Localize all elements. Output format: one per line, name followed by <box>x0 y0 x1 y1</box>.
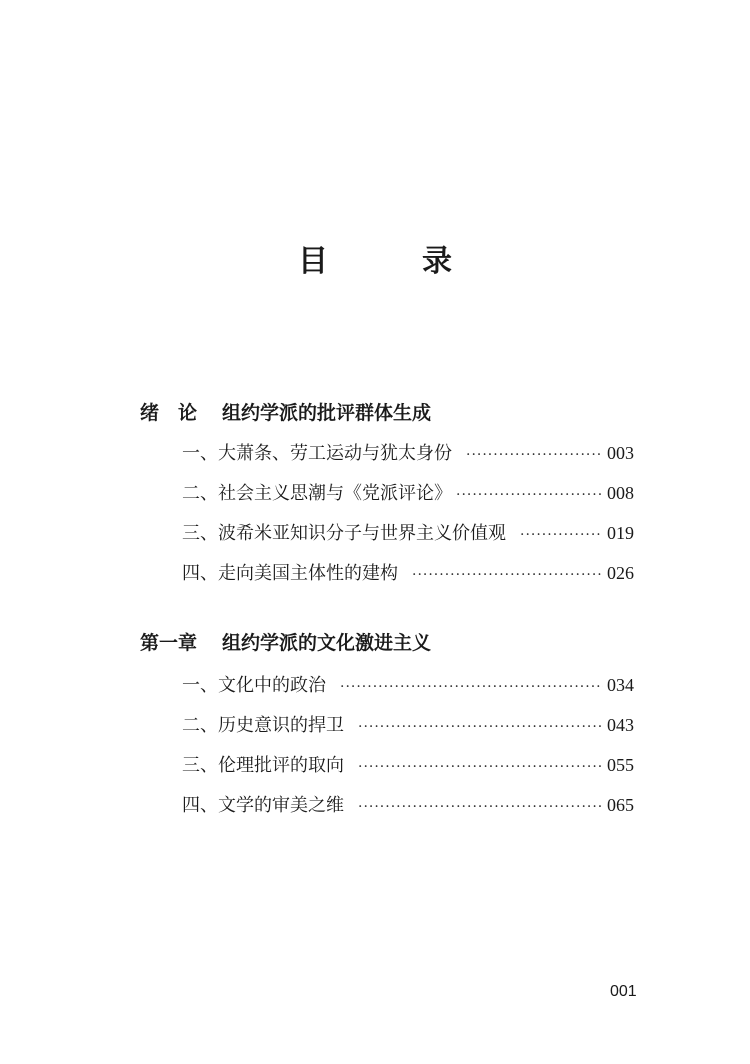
section-number: 绪论 <box>140 402 217 424</box>
toc-entry-page: 043 <box>607 715 634 735</box>
section-heading-intro <box>140 400 431 426</box>
page-title: 目 录 <box>298 244 484 279</box>
toc-entry-label: 三、波希米亚知识分子与世界主义价值观 <box>182 523 506 544</box>
dot-leader <box>520 522 603 548</box>
toc-entry[interactable] <box>182 672 634 698</box>
section-heading-chapter-1 <box>140 630 431 656</box>
toc-entry[interactable] <box>182 440 634 466</box>
page-number: 001 <box>610 983 637 1000</box>
toc-entry-page: 019 <box>607 523 634 543</box>
toc-entry-page: 034 <box>607 675 634 695</box>
toc-entry-label: 三、伦理批评的取向 <box>182 755 344 776</box>
toc-entry[interactable] <box>182 480 634 506</box>
dot-leader <box>466 442 603 468</box>
toc-entry[interactable] <box>182 752 634 778</box>
toc-entry-label: 一、文化中的政治 <box>182 675 326 696</box>
toc-entry-page: 003 <box>607 443 634 463</box>
toc-entry-label: 四、走向美国主体性的建构 <box>182 563 398 584</box>
toc-entry-page: 055 <box>607 755 634 775</box>
dot-leader <box>358 794 603 820</box>
section-number: 第一章 <box>140 632 198 654</box>
section-title: 组约学派的文化激进主义 <box>222 632 432 654</box>
dot-leader <box>358 754 603 780</box>
toc-entry-label: 四、文学的审美之维 <box>182 795 344 816</box>
dot-leader <box>456 482 603 508</box>
toc-entry-page: 065 <box>607 795 634 815</box>
toc-entry-page: 008 <box>607 483 634 503</box>
toc-entry-label: 二、社会主义思潮与《党派评论》 <box>182 483 452 504</box>
toc-entry[interactable] <box>182 712 634 738</box>
dot-leader <box>412 562 603 588</box>
toc-entry[interactable] <box>182 520 634 546</box>
section-title: 组约学派的批评群体生成 <box>222 402 432 424</box>
dot-leader <box>340 674 603 700</box>
toc-entry[interactable] <box>182 560 634 586</box>
toc-entry-label: 二、历史意识的捍卫 <box>182 715 344 736</box>
toc-entry[interactable] <box>182 792 634 818</box>
toc-entry-label: 一、大萧条、劳工运动与犹太身份 <box>182 443 452 464</box>
dot-leader <box>358 714 603 740</box>
toc-entry-page: 026 <box>607 563 634 583</box>
